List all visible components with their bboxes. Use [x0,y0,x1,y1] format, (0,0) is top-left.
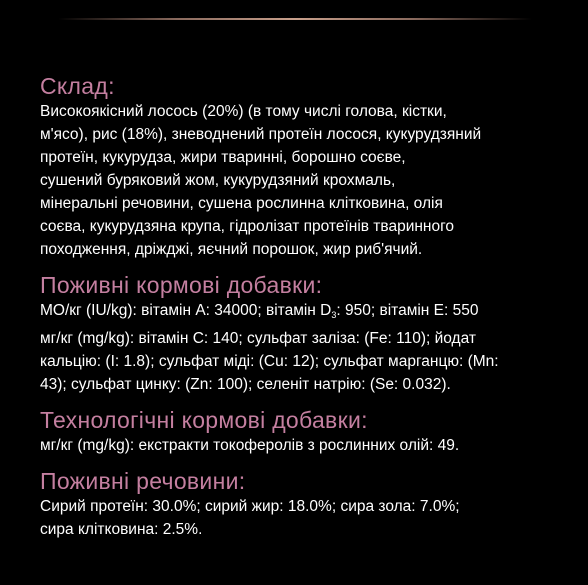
nutrients-line: Сирий протеїн: 30.0%; сирий жир: 18.0%; сира зола: 7.0%; [40,498,460,515]
technological-additives-section [40,406,560,457]
composition-section [40,72,560,261]
composition-line: мінеральні речовини, сушена рослинна клітковина, олія [40,195,443,212]
product-info [40,72,560,551]
technological-additives-line: мг/кг (mg/kg): екстракти токоферолів з рослинних олій: 49. [40,437,460,454]
nutritional-additives-line: мг/кг (mg/kg): вітамін С: 140; сульфат заліза: (Fe: 110); йодат [40,330,476,347]
composition-heading: Склад: [40,73,115,99]
nutritional-additives-section [40,271,560,396]
nutritional-additives-line: МО/кг (IU/kg): вітамін А: 34000; вітамін $D_3$: 950; вітамін Е: 550 [40,302,479,320]
technological-additives-heading: Технологічні кормові добавки: [40,407,368,433]
nutrients-section [40,467,560,541]
nutrients-heading: Поживні речовини: [40,468,246,494]
nutritional-additives-heading: Поживні кормові добавки: [40,272,323,298]
technological-additives-text [40,434,560,457]
nutritional-additives-line: 43); сульфат цинку: (Zn: 100); селеніт натрію: (Se: 0.032). [40,376,451,393]
decorative-divider [58,18,532,20]
composition-line: походження, дріжджі, яєчний порошок, жир риб'ячий. [40,241,423,258]
composition-line: м'ясо), рис (18%), зневоднений протеїн лосося, кукурудзяний [40,126,482,143]
composition-line: протеїн, кукурудза, жири тваринні, борошно соєве, [40,149,406,166]
nutrients-text [40,495,560,541]
nutritional-additives-text [40,299,560,396]
composition-line: соєва, кукурудзяна крупа, гідролізат протеїнів тваринного [40,218,455,235]
nutritional-additives-line: кальцію: (I: 1.8); сульфат міді: (Cu: 12); сульфат марганцю: (Mn: [40,353,499,370]
nutrients-line: сира клітковина: 2.5%. [40,521,203,538]
composition-line: Високоякісний лосось (20%) (в тому числі голова, кістки, [40,103,447,120]
composition-line: сушений буряковий жом, кукурудзяний крохмаль, [40,172,396,189]
composition-text [40,100,560,261]
